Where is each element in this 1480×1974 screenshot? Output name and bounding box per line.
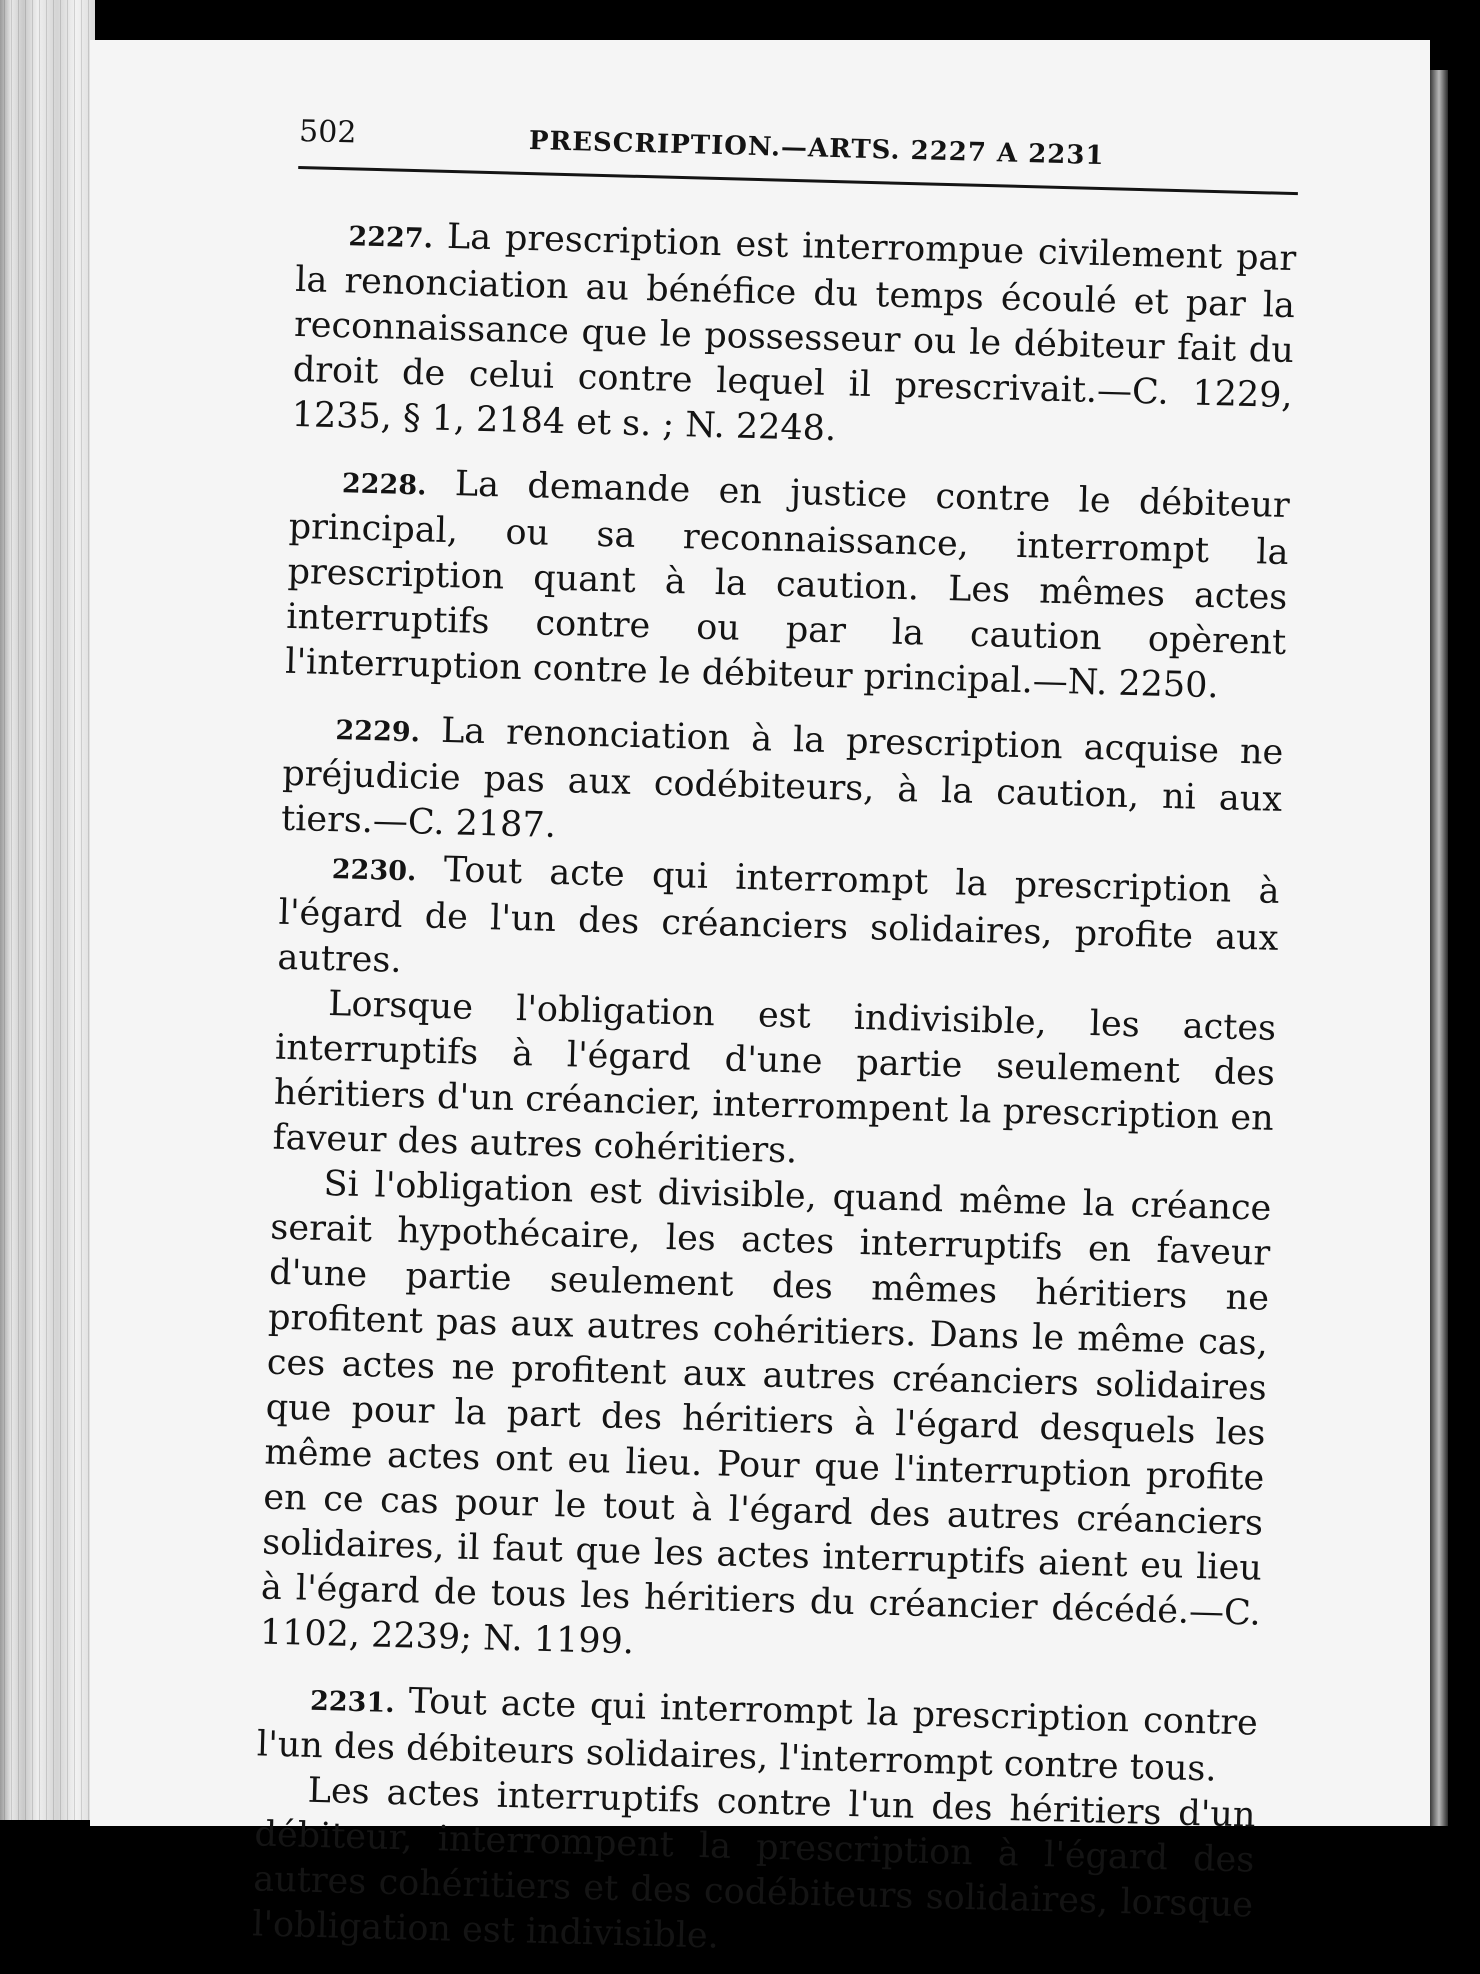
article-number: 2231. (309, 1685, 396, 1720)
article-number: 2230. (331, 854, 417, 888)
article-number: 2228. (341, 468, 427, 502)
header-title: PRESCRIPTION.—ARTS. 2227 A 2231 (528, 126, 1105, 172)
article-2230 (277, 844, 1280, 1007)
page-content (252, 100, 1300, 1974)
article-2231-paragraph-1: Les actes interruptifs contre l'un des héritiers d'un débiteur, interrompent la prescription à l'égard des autres cohéritiers et des codébiteurs solidaires, lorsque l'obligation est indivisible. (251, 1770, 1256, 1957)
article-text: La demande en justice contre le débiteur principal, ou sa reconnaissance, interrompt la prescription quant à la caution. Les mêmes actes interruptifs contre ou par la caution opèrent l'interruption contre le débiteur principal.—N. 2250. (284, 464, 1291, 707)
article-text: Tout acte qui interrompt la prescription à l'égard de l'un des créanciers solidaires, profite aux autres. (277, 850, 1281, 981)
article-2229 (281, 705, 1284, 868)
article-2228 (285, 458, 1291, 711)
article-text: La prescription est interrompue civilement par la renonciation au bénéfice du temps écoulé et par la reconnaissance que le possesseur ou le débiteur fait du droit de celui contre lequel il prescrivait.—C. 1229, 1235, § 1, 2184 et s. ; N. 2248. (291, 216, 1297, 450)
article-2230-paragraph-1: Lorsque l'obligation est indivisible, les actes interruptifs à l'égard d'une partie seulement des héritiers d'un créancier, interrompent la prescription en faveur des autres cohéritiers. (272, 984, 1277, 1172)
article-text: Tout acte qui interrompt la prescription contre l'un des débiteurs solidaires, l'interrompt contre tous. (256, 1681, 1259, 1790)
article-number: 2229. (335, 715, 421, 749)
binding-edge (1430, 70, 1448, 1826)
page-stack-lines (4, 0, 89, 1820)
article-2227 (291, 211, 1297, 464)
body-text (252, 211, 1297, 1974)
article-2230-paragraph-2: Si l'obligation est divisible, quand même la créance serait hypothécaire, les actes interruptifs en faveur d'une partie seulement des mêmes héritiers ne profitent pas aux autres cohéritiers. Dans le même cas, ces actes ne profitent aux autres créanciers solidaires que pour la part des héritiers à l'égard desquels les même actes ont eu lieu. Pour que l'interruption profite en ce cas pour le tout à l'égard des autres créanciers solidaires, il faut que les actes interruptifs aient eu lieu à l'égard de tous les héritiers du créancier décédé.—C. 1102, 2239; N. 1199. (259, 1163, 1272, 1663)
article-number: 2227. (348, 221, 434, 255)
page-number: 502 (298, 113, 357, 151)
article-text: La renonciation à la prescription acquise ne préjudicie pas aux codébiteurs, à la caution, ni aux tiers.—C. 2187. (280, 710, 1284, 846)
